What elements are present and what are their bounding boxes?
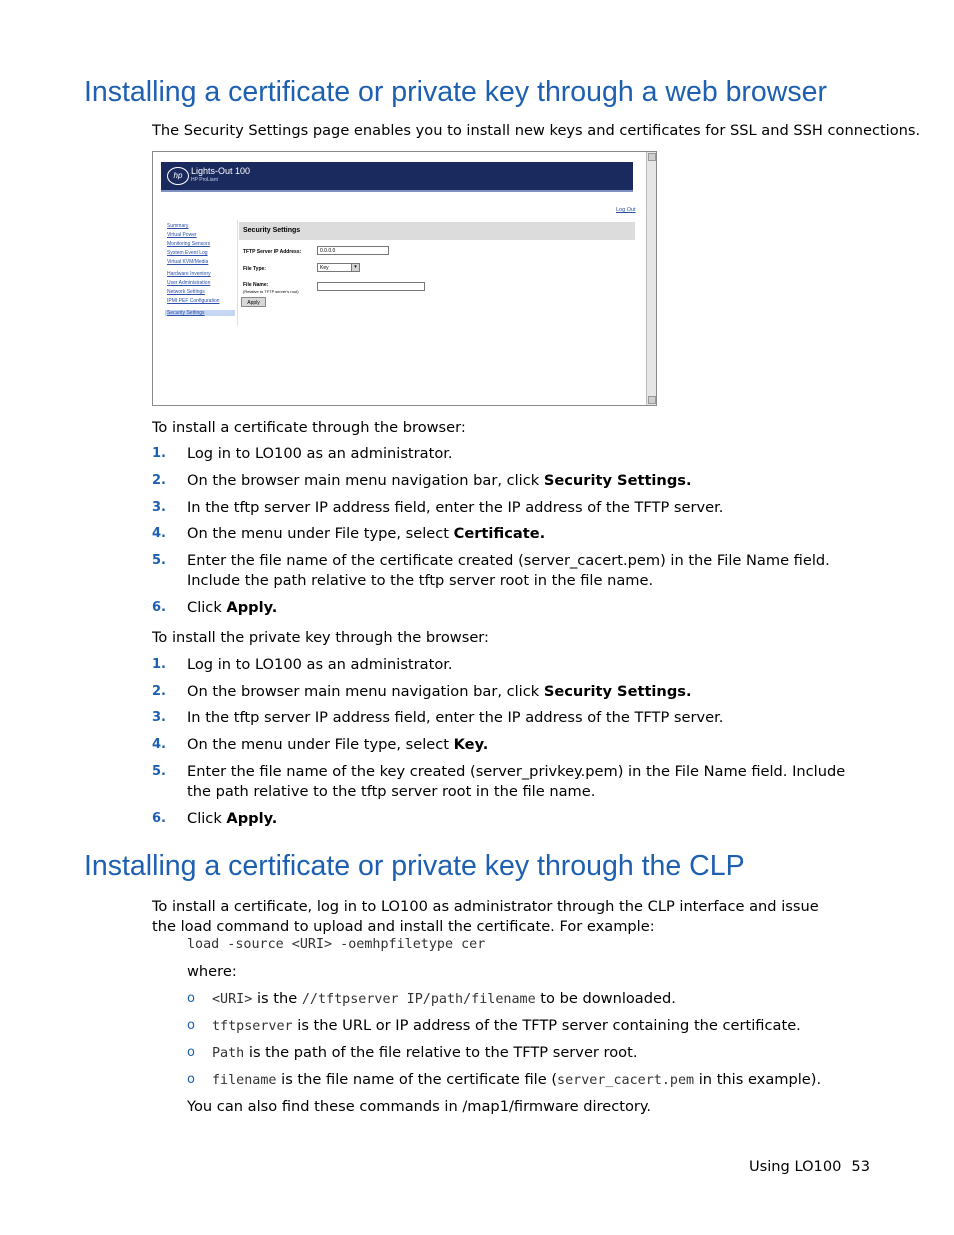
tftp-ip-field: 0.0.0.0: [317, 246, 389, 255]
bullet-text: to be downloaded.: [535, 990, 676, 1007]
key-step: [152, 809, 872, 829]
nav-item-ipmi-pef: IPMI PEF Configuration: [167, 298, 220, 304]
cert-step: [152, 471, 872, 491]
step-bold-text: Apply.: [226, 810, 278, 827]
key-procedure-intro: To install the private key through the browser:: [152, 629, 489, 646]
step-number: 1.: [152, 446, 166, 461]
bullet-marker: o: [187, 991, 195, 1006]
file-type-value: Key: [320, 265, 329, 271]
step-bold-text: Certificate.: [453, 525, 546, 542]
step-text: In the tftp server IP address field, enter the IP address of the TFTP server.: [187, 709, 724, 726]
code-term: <URI>: [212, 992, 253, 1007]
where-label: where:: [187, 963, 237, 980]
bullet-text: is the: [252, 990, 302, 1007]
clp-command: load -source <URI> -oemhpfiletype cer: [187, 937, 486, 952]
cert-step: [152, 524, 872, 544]
page-footer: [749, 1158, 870, 1175]
nav-item-summary: Summary: [167, 223, 189, 229]
step-number: 3.: [152, 710, 166, 725]
bullet-item: [187, 989, 867, 1010]
scroll-up-arrow-icon: [648, 153, 656, 161]
cert-step: [152, 498, 872, 518]
scroll-down-arrow-icon: [648, 396, 656, 404]
step-number: 4.: [152, 737, 166, 752]
step-text: Enter the file name of the key created (server_privkey.pem) in the File Name field. Include the path relative to the tftp server root in the file name.: [187, 763, 846, 800]
footer-label: Using LO100: [748, 1158, 842, 1175]
step-number: 2.: [152, 684, 166, 699]
cert-step: [152, 598, 872, 618]
section-heading-clp: Installing a certificate or private key through the CLP: [84, 850, 745, 882]
bullet-text: in this example).: [694, 1071, 822, 1088]
panel-header: [239, 222, 635, 240]
step-number: 2.: [152, 473, 166, 488]
step-text: In the tftp server IP address field, enter the IP address of the TFTP server.: [187, 499, 724, 516]
bullet-text: is the file name of the certificate file (: [276, 1071, 558, 1088]
cert-procedure-intro: To install a certificate through the browser:: [152, 419, 466, 436]
file-type-select: [317, 263, 360, 272]
step-text: On the menu under File type, select: [187, 736, 454, 753]
nav-item-user-administration: User Administration: [167, 280, 211, 286]
page-number: 53: [851, 1158, 870, 1175]
tftp-label: TFTP Server IP Address:: [243, 249, 302, 255]
bullet-marker: o: [187, 1045, 195, 1060]
app-subtitle: HP ProLiant: [191, 177, 218, 183]
step-bold-text: Security Settings.: [543, 472, 692, 489]
bullet-marker: o: [187, 1018, 195, 1033]
section-intro: The Security Settings page enables you to install new keys and certificates for SSL and SSH connections.: [152, 122, 921, 139]
code-term: Path: [212, 1046, 245, 1061]
file-type-label: File Type:: [243, 266, 266, 272]
step-number: 4.: [152, 526, 166, 541]
vertical-scrollbar: [646, 152, 656, 405]
bullet-text: is the URL or IP address of the TFTP server containing the certificate.: [292, 1017, 801, 1034]
step-number: 5.: [152, 553, 166, 568]
bullet-item: [187, 1043, 867, 1064]
step-text: On the browser main menu navigation bar, click: [187, 683, 544, 700]
step-number: 6.: [152, 811, 166, 826]
nav-menu: [165, 220, 238, 326]
cert-step: [152, 444, 872, 464]
dropdown-arrow-icon: ▾: [351, 264, 359, 271]
nav-item-monitoring-sensors: Monitoring Sensors: [167, 241, 211, 247]
step-text: Click: [187, 599, 227, 616]
cert-step: [152, 551, 872, 591]
step-text: Log in to LO100 as an administrator.: [187, 656, 453, 673]
nav-item-virtual-kvm: Virtual KVM/Media: [167, 259, 209, 265]
app-header: [161, 162, 633, 192]
code-term: //tftpserver IP/path/filename: [301, 992, 536, 1007]
step-bold-text: Security Settings.: [543, 683, 692, 700]
bullet-text: is the path of the file relative to the TFTP server root.: [244, 1044, 638, 1061]
hp-logo-icon: hp: [167, 167, 189, 185]
key-step: [152, 708, 872, 728]
panel-title: Security Settings: [243, 227, 301, 234]
nav-item-virtual-power: Virtual Power: [167, 232, 197, 238]
nav-item-security-settings: Security Settings: [165, 310, 235, 316]
clp-intro: To install a certificate, log in to LO100 as administrator through the CLP interface and issue the load command to upload and install the certificate. For example:: [152, 898, 819, 935]
step-text: Enter the file name of the certificate created (server_cacert.pem) in the File Name field. Include the path relative to the tftp server root in the file name.: [187, 552, 830, 589]
nav-item-system-event-log: System Event Log: [167, 250, 208, 256]
bullet-item: [187, 1070, 867, 1091]
file-name-sub-label: (Relative to TFTP server's root): [243, 289, 299, 294]
key-step: [152, 655, 872, 675]
step-bold-text: Apply.: [226, 599, 278, 616]
security-settings-screenshot: [152, 151, 657, 406]
nav-item-network-settings: Network Settings: [167, 289, 205, 295]
code-term: server_cacert.pem: [557, 1073, 695, 1088]
step-number: 6.: [152, 600, 166, 615]
bullet-marker: o: [187, 1072, 195, 1087]
step-number: 1.: [152, 657, 166, 672]
key-step: [152, 735, 872, 755]
logout-link: Log Out: [616, 207, 636, 213]
code-term: filename: [212, 1073, 277, 1088]
key-step: [152, 682, 872, 702]
file-name-label: File Name:: [243, 282, 269, 288]
app-title: Lights-Out 100: [191, 166, 251, 176]
step-number: 5.: [152, 764, 166, 779]
code-term: tftpserver: [212, 1019, 293, 1034]
step-number: 3.: [152, 500, 166, 515]
apply-button: Apply: [241, 297, 266, 307]
key-step: [152, 762, 872, 802]
step-text: Log in to LO100 as an administrator.: [187, 445, 453, 462]
step-text: On the browser main menu navigation bar, click: [187, 472, 544, 489]
step-bold-text: Key.: [453, 736, 489, 753]
closing-text: You can also find these commands in /map1/firmware directory.: [187, 1098, 652, 1115]
step-text: On the menu under File type, select: [187, 525, 454, 542]
nav-item-hardware-inventory: Hardware Inventory: [167, 271, 211, 277]
bullet-item: [187, 1016, 867, 1037]
step-text: Click: [187, 810, 227, 827]
file-name-field: [317, 282, 425, 291]
section-heading-web-browser: Installing a certificate or private key through a web browser: [84, 76, 827, 108]
